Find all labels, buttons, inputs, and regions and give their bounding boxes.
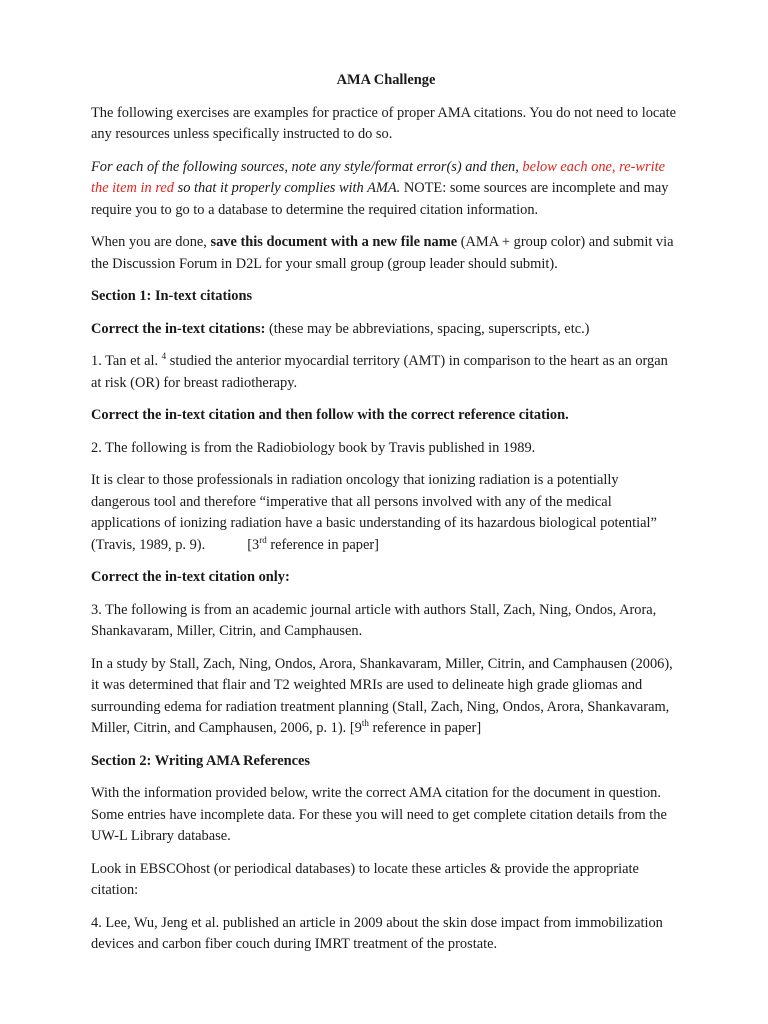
item1-post: studied the anterior myocardial territory (AMT) in comparison to the heart as an organ at risk (OR) for breast radiotherapy. xyxy=(91,353,668,391)
submit-rest: (AMA + group color) and submit via the Discussion Forum in D2L for your small group (group leader should submit). xyxy=(91,234,674,272)
item3-ref-pre: [9 xyxy=(349,720,362,736)
item1-pre: 1. Tan et al. xyxy=(91,353,159,369)
document-body xyxy=(91,70,681,967)
submit-lead: When you are done, xyxy=(91,234,207,250)
correct-in-text-rest: (these may be abbreviations, spacing, superscripts, etc.) xyxy=(268,320,590,337)
item2-ref-post: reference in paper] xyxy=(270,536,379,553)
item2-quote-text: It is clear to those professionals in radiation oncology that ionizing radiation is a potentially dangerous tool and therefore “imperative that all persons involved with any of the medical applications of ionizing radiation have a basic understanding of its hazardous biological potential” (Travis, 1989, p. 9). xyxy=(91,472,657,553)
submit-paragraph xyxy=(91,232,681,275)
item-3: 3. The following is from an academic journal article with authors Stall, Zach, Ning, Ondos, Arora, Shankavaram, Miller, Citrin, and Camphausen. xyxy=(91,601,657,639)
instructions-red: below each one, re-write the item in red xyxy=(91,158,665,196)
section1-heading: Section 1: In-text citations xyxy=(91,288,253,304)
correct-in-text-bold: Correct the in-text citations: xyxy=(91,320,266,337)
item2-ref-pre: [3 xyxy=(247,536,260,553)
item1-superscript: 4 xyxy=(161,351,167,361)
item3-ref-superscript: th xyxy=(361,718,369,728)
correct-and-ref-heading: Correct the in-text citation and then follow with the correct reference citation. xyxy=(91,407,569,423)
item-1 xyxy=(91,351,681,394)
intro-paragraph: The following exercises are examples for practice of proper AMA citations. You do not need to locate any resources unless specifically instructed to do so. xyxy=(91,104,677,142)
item3-text-body: In a study by Stall, Zach, Ning, Ondos, Arora, Shankavaram, Miller, Citrin, and Camphausen (2006), it was determined that flair and T2 weighted MRIs are used to delineate high grade gliomas and surrounding edema for radiation treatment planning (Stall, Zach, Ning, Ondos, Arora, Shankavaram, Miller, Citrin, and Camphausen, 2006, p. 1). xyxy=(91,655,673,736)
instructions-italic-2: so that it properly complies with AMA. xyxy=(177,180,401,196)
item-2: 2. The following is from the Radiobiology book by Travis published in 1989. xyxy=(91,439,536,456)
instructions-paragraph xyxy=(91,157,681,222)
correct-in-text-paragraph xyxy=(91,319,681,341)
correct-only-heading: Correct the in-text citation only: xyxy=(91,569,290,585)
section2-para2: Look in EBSCOhost (or periodical databases) to locate these articles & provide the appropriate citation: xyxy=(91,860,639,898)
item2-ref-superscript: rd xyxy=(259,534,267,545)
item2-quote xyxy=(91,470,681,556)
item3-ref-post: reference in paper] xyxy=(372,720,482,736)
section2-heading: Section 2: Writing AMA References xyxy=(91,752,311,769)
instructions-italic: For each of the following sources, note any style/format error(s) and then, xyxy=(91,158,519,175)
section2-para1: With the information provided below, write the correct AMA citation for the document in question. Some entries have incomplete data. For these you will need to get complete citation details from the UW-L Library database. xyxy=(91,785,667,844)
page-title: AMA Challenge xyxy=(336,72,436,88)
item-4: 4. Lee, Wu, Jeng et al. published an article in 2009 about the skin dose impact from immobilization devices and carbon fiber couch during IMRT treatment of the prostate. xyxy=(91,914,663,952)
submit-bold: save this document with a new file name xyxy=(210,234,458,250)
item3-text xyxy=(91,654,681,740)
instructions-note: NOTE: some sources are incomplete and may require you to go to a database to determine the required citation information. xyxy=(91,180,669,218)
